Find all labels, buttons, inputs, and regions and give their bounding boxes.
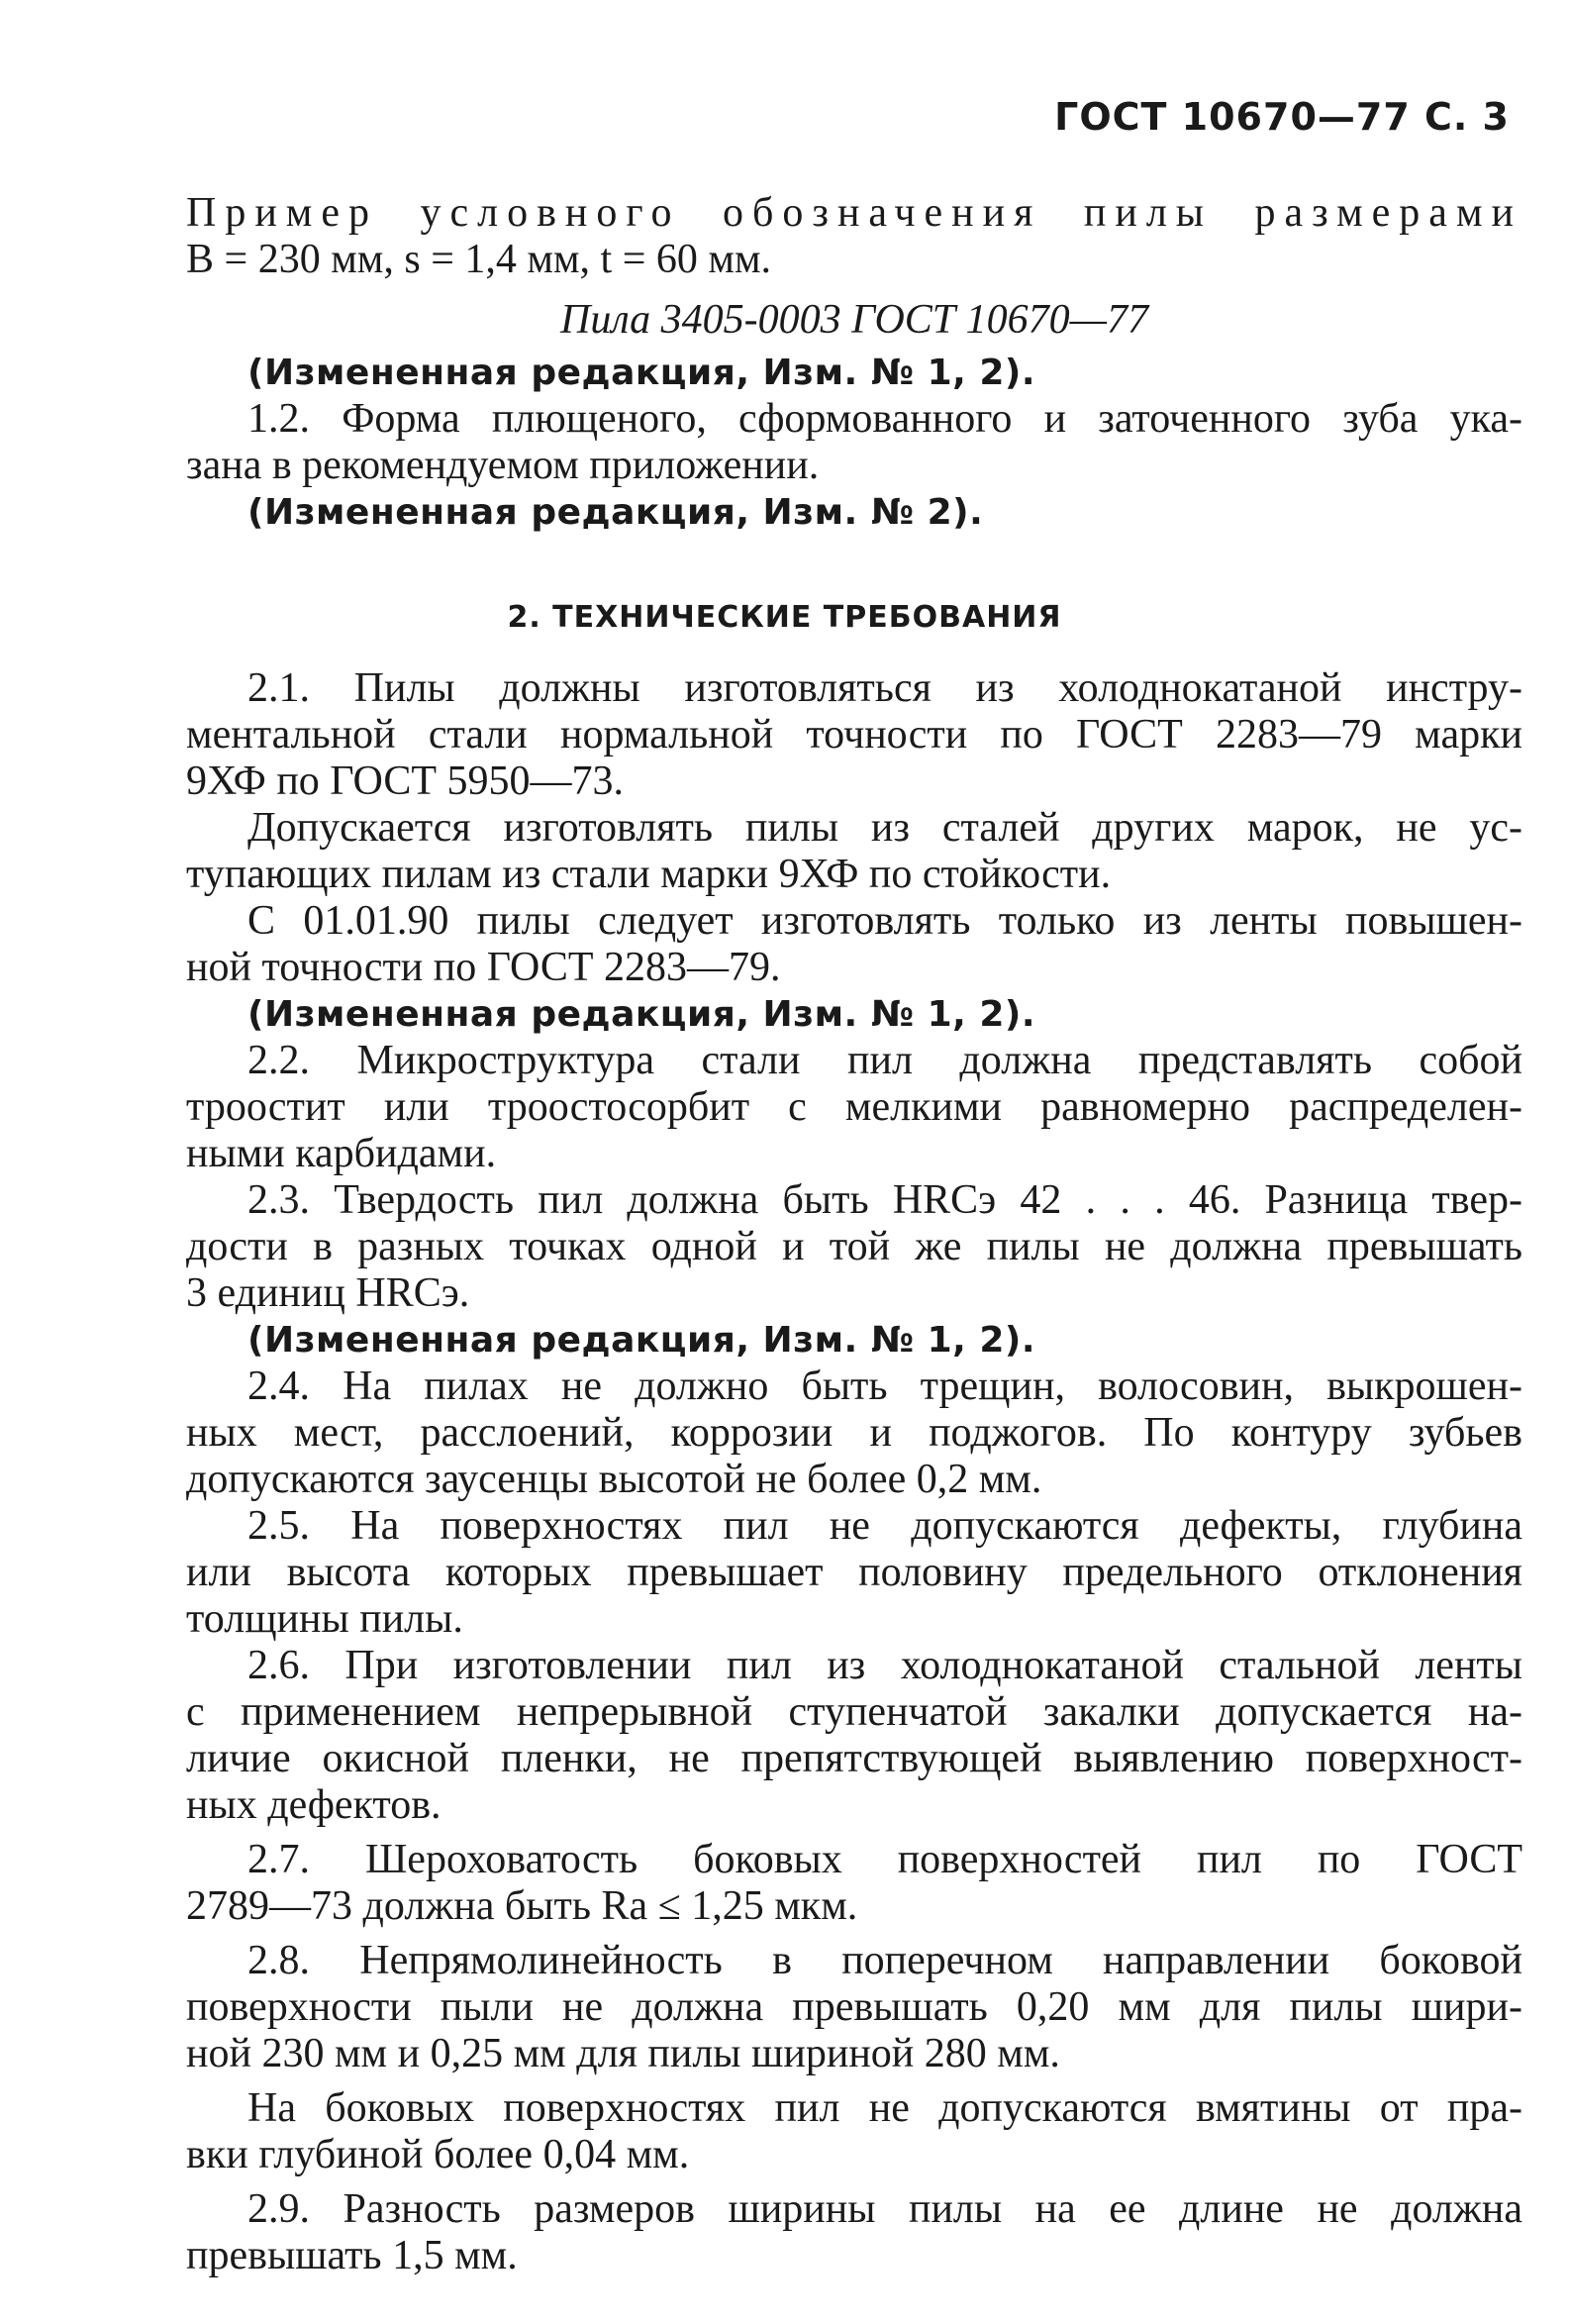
p2-8-line-4: На боковых поверхностях пил не допускаются вмятины от пра- (247, 2085, 1522, 2131)
p1-2-line-2: зана в рекомендуемом приложении. (186, 443, 820, 488)
p2-1-line-3: 9ХФ по ГОСТ 5950—73. (186, 758, 625, 804)
p2-9-line-1: 2.9. Разность размеров ширины пилы на ее длине не должна (247, 2186, 1522, 2232)
p2-8-line-5: вки глубиной более 0,04 мм. (186, 2132, 690, 2177)
p2-1-amendment: (Измененная редакция, Изм. № 1, 2). (247, 994, 1035, 1035)
p2-6-line-3: личие окисной пленки, не препятствующей выявлению поверхност- (186, 1736, 1522, 1781)
p2-4-line-1: 2.4. На пилах не должно быть трещин, волосовин, выкрошен- (247, 1364, 1522, 1409)
p2-8-line-2: поверхности пыли не должна превышать 0,20 мм для пилы шири- (186, 1984, 1522, 2030)
p2-3-line-2: дости в разных точках одной и той же пилы не должна превышать (186, 1224, 1522, 1269)
p2-5-line-1: 2.5. На поверхностях пил не допускаются дефекты, глубина (247, 1503, 1522, 1549)
section-title: 2. ТЕХНИЧЕСКИЕ ТРЕБОВАНИЯ (507, 600, 1062, 635)
example-amendment: (Измененная редакция, Изм. № 1, 2). (247, 353, 1035, 393)
p2-1-line-2: ментальной стали нормальной точности по ГОСТ 2283—79 марки (186, 712, 1522, 758)
p2-2-line-2: троостит или троостосорбит с мелкими равномерно распределен- (186, 1084, 1522, 1130)
p2-1-line-7: ной точности по ГОСТ 2283—79. (186, 945, 781, 990)
p2-8-line-3: ной 230 мм и 0,25 мм для пилы шириной 280 мм. (186, 2031, 1060, 2076)
p1-2-line-1: 1.2. Форма плющеного, сформованного и заточенного зуба ука- (247, 396, 1522, 442)
p2-9-line-2: превышать 1,5 мм. (186, 2233, 518, 2278)
example-block (186, 190, 1522, 536)
p2-1-line-4: Допускается изготовлять пилы из сталей других марок, не ус- (247, 805, 1522, 851)
p2-1-line-5: тупающих пилам из стали марки 9ХФ по стойкости. (186, 852, 1112, 897)
p2-8-line-1: 2.8. Непрямолинейность в поперечном направлении боковой (247, 1938, 1522, 1983)
example-designation: Пила 3405-0003 ГОСТ 10670—77 (559, 297, 1149, 343)
p2-3-line-1: 2.3. Твердость пил должна быть HRCэ 42 . . . 46. Разница твер- (247, 1177, 1522, 1223)
p2-7-line-1: 2.7. Шероховатость боковых поверхностей пил по ГОСТ (247, 1837, 1522, 1882)
p2-6-line-1: 2.6. При изготовлении пил из холоднокатаной стальной ленты (247, 1643, 1522, 1688)
p2-6-line-4: ных дефектов. (186, 1782, 441, 1828)
p2-4-line-2: ных мест, расслоений, коррозии и поджогов. По контуру зубьев (186, 1410, 1522, 1456)
p2-5-line-3: толщины пилы. (186, 1596, 463, 1642)
p2-4-line-3: допускаются заусенцы высотой не более 0,2 мм. (186, 1457, 1042, 1502)
p2-5-line-2: или высота которых превышает половину предельного отклонения (186, 1550, 1522, 1595)
p2-2-line-3: ными карбидами. (186, 1131, 497, 1176)
p2-1-line-1: 2.1. Пилы должны изготовляться из холоднокатаной инстру- (247, 665, 1522, 711)
section-2-body (186, 665, 1522, 2279)
p2-3-amendment: (Измененная редакция, Изм. № 1, 2). (247, 1320, 1035, 1361)
p2-6-line-2: с применением непрерывной ступенчатой закалки допускается на- (186, 1689, 1522, 1735)
p2-1-line-6: С 01.01.90 пилы следует изготовлять только из ленты повышен- (247, 898, 1522, 944)
page-header: ГОСТ 10670—77 С. 3 (1054, 95, 1510, 139)
p2-2-line-1: 2.2. Микроструктура стали пил должна представлять собой (247, 1038, 1522, 1083)
p1-2-amendment: (Измененная редакция, Изм. № 2). (247, 492, 984, 533)
example-line-2: B = 230 мм, s = 1,4 мм, t = 60 мм. (186, 237, 772, 282)
example-line-1: Пример условного обозначения пилы размерами (186, 190, 1522, 236)
p2-7-line-2: 2789—73 должна быть Ra ≤ 1,25 мкм. (186, 1883, 858, 1929)
p2-3-line-3: 3 единиц HRCэ. (186, 1270, 470, 1316)
